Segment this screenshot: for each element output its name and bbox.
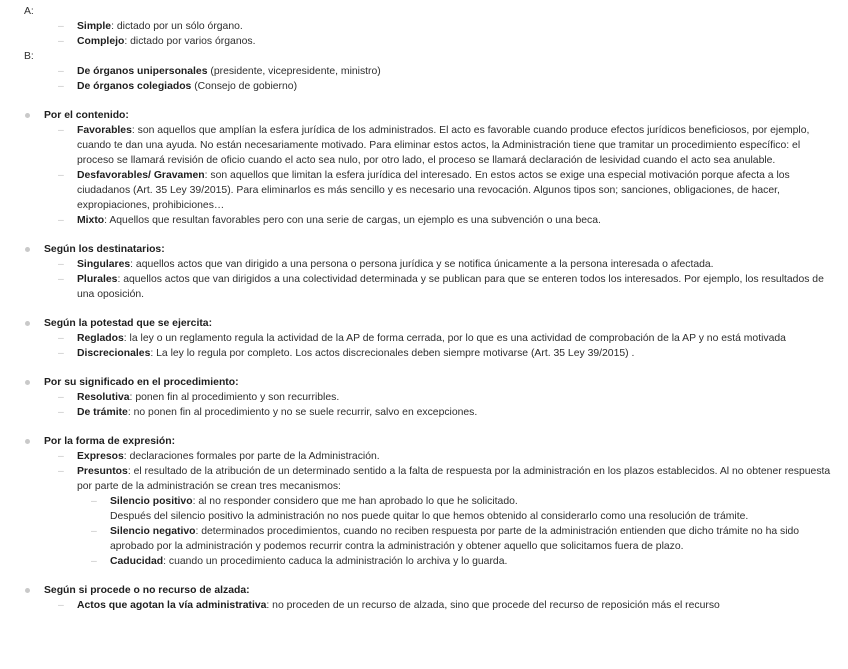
list-item-term: De órganos unipersonales [77,66,208,77]
dash-marker-icon: – [91,526,97,537]
list-item-term: Plurales [77,274,118,285]
list-item [0,168,848,213]
list-item-term: Singulares [77,259,131,270]
bullet-dot-icon [25,113,30,118]
list-item-text [77,346,848,361]
list-item-description: : declaraciones formales por parte de la Administración. [123,451,380,462]
list-item [0,79,848,94]
list-item-term: Silencio positivo [110,496,193,507]
list-item-description: : son aquellos que amplían la esfera jurídica de los administrados. El acto es favorable cuando produce efectos jurídicos beneficiosos, por ejemplo, cuando te dan una ayuda. No están necesariamente motivado. Para eliminar estos actos, la Administración tiene que tramitar un procedimiento específico: el proceso se llamará revisión de oficio cuando el acto sea nulo, por otro lado, el proceso se llamará declaración de lesividad cuando el acto sea anulable. [77,125,810,166]
dash-marker-icon: – [58,392,64,403]
list-item [0,123,848,168]
list-item-text [110,554,848,569]
bullet-heading-text: Según si procede o no recurso de alzada: [44,585,250,596]
list-item [0,449,848,464]
dash-marker-icon: – [58,274,64,285]
list-item [0,494,848,524]
list-item-continuation: Después del silencio positivo la administración no nos puede quitar lo que hemos obtenido al considerarlo como una resolución de trámite. [110,511,749,522]
dash-marker-icon: – [58,466,64,477]
paragraph-gap [0,420,848,434]
list-item-term: Reglados [77,333,124,344]
list-item-term: Resolutiva [77,392,130,403]
list-item-description: : no proceden de un recurso de alzada, sino que procede del recurso de reposición más el recurso [266,600,720,611]
bullet-heading-text: Por el contenido: [44,110,129,121]
list-item-text [77,598,848,613]
list-item [0,19,848,34]
list-item-description: : Aquellos que resultan favorables pero con una serie de cargas, un ejemplo es una subvención o una beca. [104,215,601,226]
paragraph-gap [0,228,848,242]
list-item [0,64,848,79]
list-item-description: (presidente, vicepresidente, ministro) [207,66,381,77]
dash-marker-icon: – [58,259,64,270]
dash-marker-icon: – [58,451,64,462]
list-item-term: Caducidad [110,556,164,567]
list-item [0,464,848,494]
list-item [0,524,848,554]
list-item [0,346,848,361]
list-item-text [77,34,848,49]
bullet-dot-icon [25,588,30,593]
paragraph-gap [0,569,848,583]
bullet-dot-icon [25,380,30,385]
list-item-description: (Consejo de gobierno) [191,81,298,92]
dash-marker-icon: – [58,66,64,77]
list-item-text [77,123,848,168]
list-item-text [77,64,848,79]
list-item-text [110,494,848,509]
list-item-term: Mixto [77,215,105,226]
list-item-description: : al no responder considero que me han aprobado lo que he solicitado. [192,496,518,507]
dash-marker-icon: – [58,333,64,344]
bullet-heading [0,242,848,257]
list-item-term: Expresos [77,451,124,462]
list-item-text [77,449,848,464]
list-item-description: : aquellos actos que van dirigido a una persona o persona jurídica y se notifica únicamente a la persona interesada o afectada. [130,259,714,270]
dash-marker-icon: – [58,215,64,226]
dash-marker-icon: – [58,125,64,136]
list-item-text [77,257,848,272]
bullet-heading-text: Por su significado en el procedimiento: [44,377,239,388]
list-item-description: : determinados procedimientos, cuando no reciben respuesta por parte de la administración entienden que dicho trámite no ha sido aprobado por la administración y podemos recurrir contra la administración y obtener aquello que solicitamos fuera de plazo. [110,526,800,552]
dash-marker-icon: – [58,600,64,611]
bullet-heading [0,434,848,449]
bullet-heading [0,375,848,390]
dash-marker-icon: – [91,496,97,507]
dash-marker-icon: – [58,170,64,181]
list-item [0,213,848,228]
list-item-text [110,524,848,554]
list-item-text [77,79,848,94]
list-item-description: : aquellos actos que van dirigidos a una colectividad determinada y se publican para que se enteren todos los interesados. Por ejemplo, los resultados de una oposición. [77,274,824,300]
list-item-term: Simple [77,21,112,32]
list-item [0,34,848,49]
list-item-term: Presuntos [77,466,128,477]
list-item-description: : dictado por varios órganos. [124,36,256,47]
bullet-dot-icon [25,321,30,326]
list-item-description: : ponen fin al procedimiento y son recurribles. [129,392,340,403]
list-item-term: Desfavorables/ Gravamen [77,170,205,181]
list-item-term: De órganos colegiados [77,81,192,92]
list-item [0,331,848,346]
list-item-term: Silencio negativo [110,526,196,537]
list-item-text [77,390,848,405]
list-item [0,390,848,405]
list-item-term: De trámite [77,407,128,418]
list-item-text [77,272,848,302]
list-item-description: : el resultado de la atribución de un determinado sentido a la falta de respuesta por la administración en los plazos establecidos. Al no obtener respuesta por parte de la administración se crean tres mecanismos: [77,466,831,492]
dash-marker-icon: – [58,81,64,92]
paragraph-gap [0,361,848,375]
dash-marker-icon: – [91,556,97,567]
bullet-heading [0,108,848,123]
bullet-dot-icon [25,439,30,444]
list-item-description: : La ley lo regula por completo. Los actos discrecionales deben siempre motivarse (Art. 35 Ley 39/2015) . [150,348,635,359]
list-item-description: : la ley o un reglamento regula la actividad de la AP de forma cerrada, por lo que es una actividad de comprobación de la AP y no está motivada [123,333,786,344]
list-item [0,554,848,569]
list-item-text [77,213,848,228]
list-item-description: : son aquellos que limitan la esfera jurídica del interesado. En estos actos se exige una especial motivación porque afecta a los ciudadanos (Art. 35 Ley 39/2015). Para eliminarlos es más sencillo y es necesario una revocación. Algunos tipos son; sanciones, obligaciones, de hacer, expropiaciones, prohibiciones… [77,170,790,211]
list-item-text [77,168,848,213]
list-item-text [77,464,848,494]
list-item-term: Favorables [77,125,132,136]
dash-marker-icon: – [58,407,64,418]
list-item-description: : no ponen fin al procedimiento y no se suele recurrir, salvo en excepciones. [127,407,478,418]
bullet-heading-text: Según los destinatarios: [44,244,165,255]
list-item [0,272,848,302]
list-item-term: Actos que agotan la vía administrativa [77,600,267,611]
paragraph-gap [0,94,848,108]
section-letter-label: B: [24,51,34,62]
list-item [0,257,848,272]
list-item-text [77,331,848,346]
list-item-text [77,19,848,34]
dash-marker-icon: – [58,36,64,47]
bullet-heading-text: Según la potestad que se ejercita: [44,318,213,329]
bullet-heading [0,316,848,331]
section-letter-label: A: [24,6,34,17]
list-item-term: Discrecionales [77,348,151,359]
dash-marker-icon: – [58,21,64,32]
list-item [0,405,848,420]
bullet-heading [0,583,848,598]
dash-marker-icon: – [58,348,64,359]
list-item [0,598,848,613]
list-item-description: : cuando un procedimiento caduca la administración lo archiva y lo guarda. [163,556,508,567]
list-item-text [77,405,848,420]
list-item-description: : dictado por un sólo órgano. [111,21,243,32]
paragraph-gap [0,302,848,316]
bullet-dot-icon [25,247,30,252]
list-item-term: Complejo [77,36,125,47]
bullet-heading-text: Por la forma de expresión: [44,436,176,447]
